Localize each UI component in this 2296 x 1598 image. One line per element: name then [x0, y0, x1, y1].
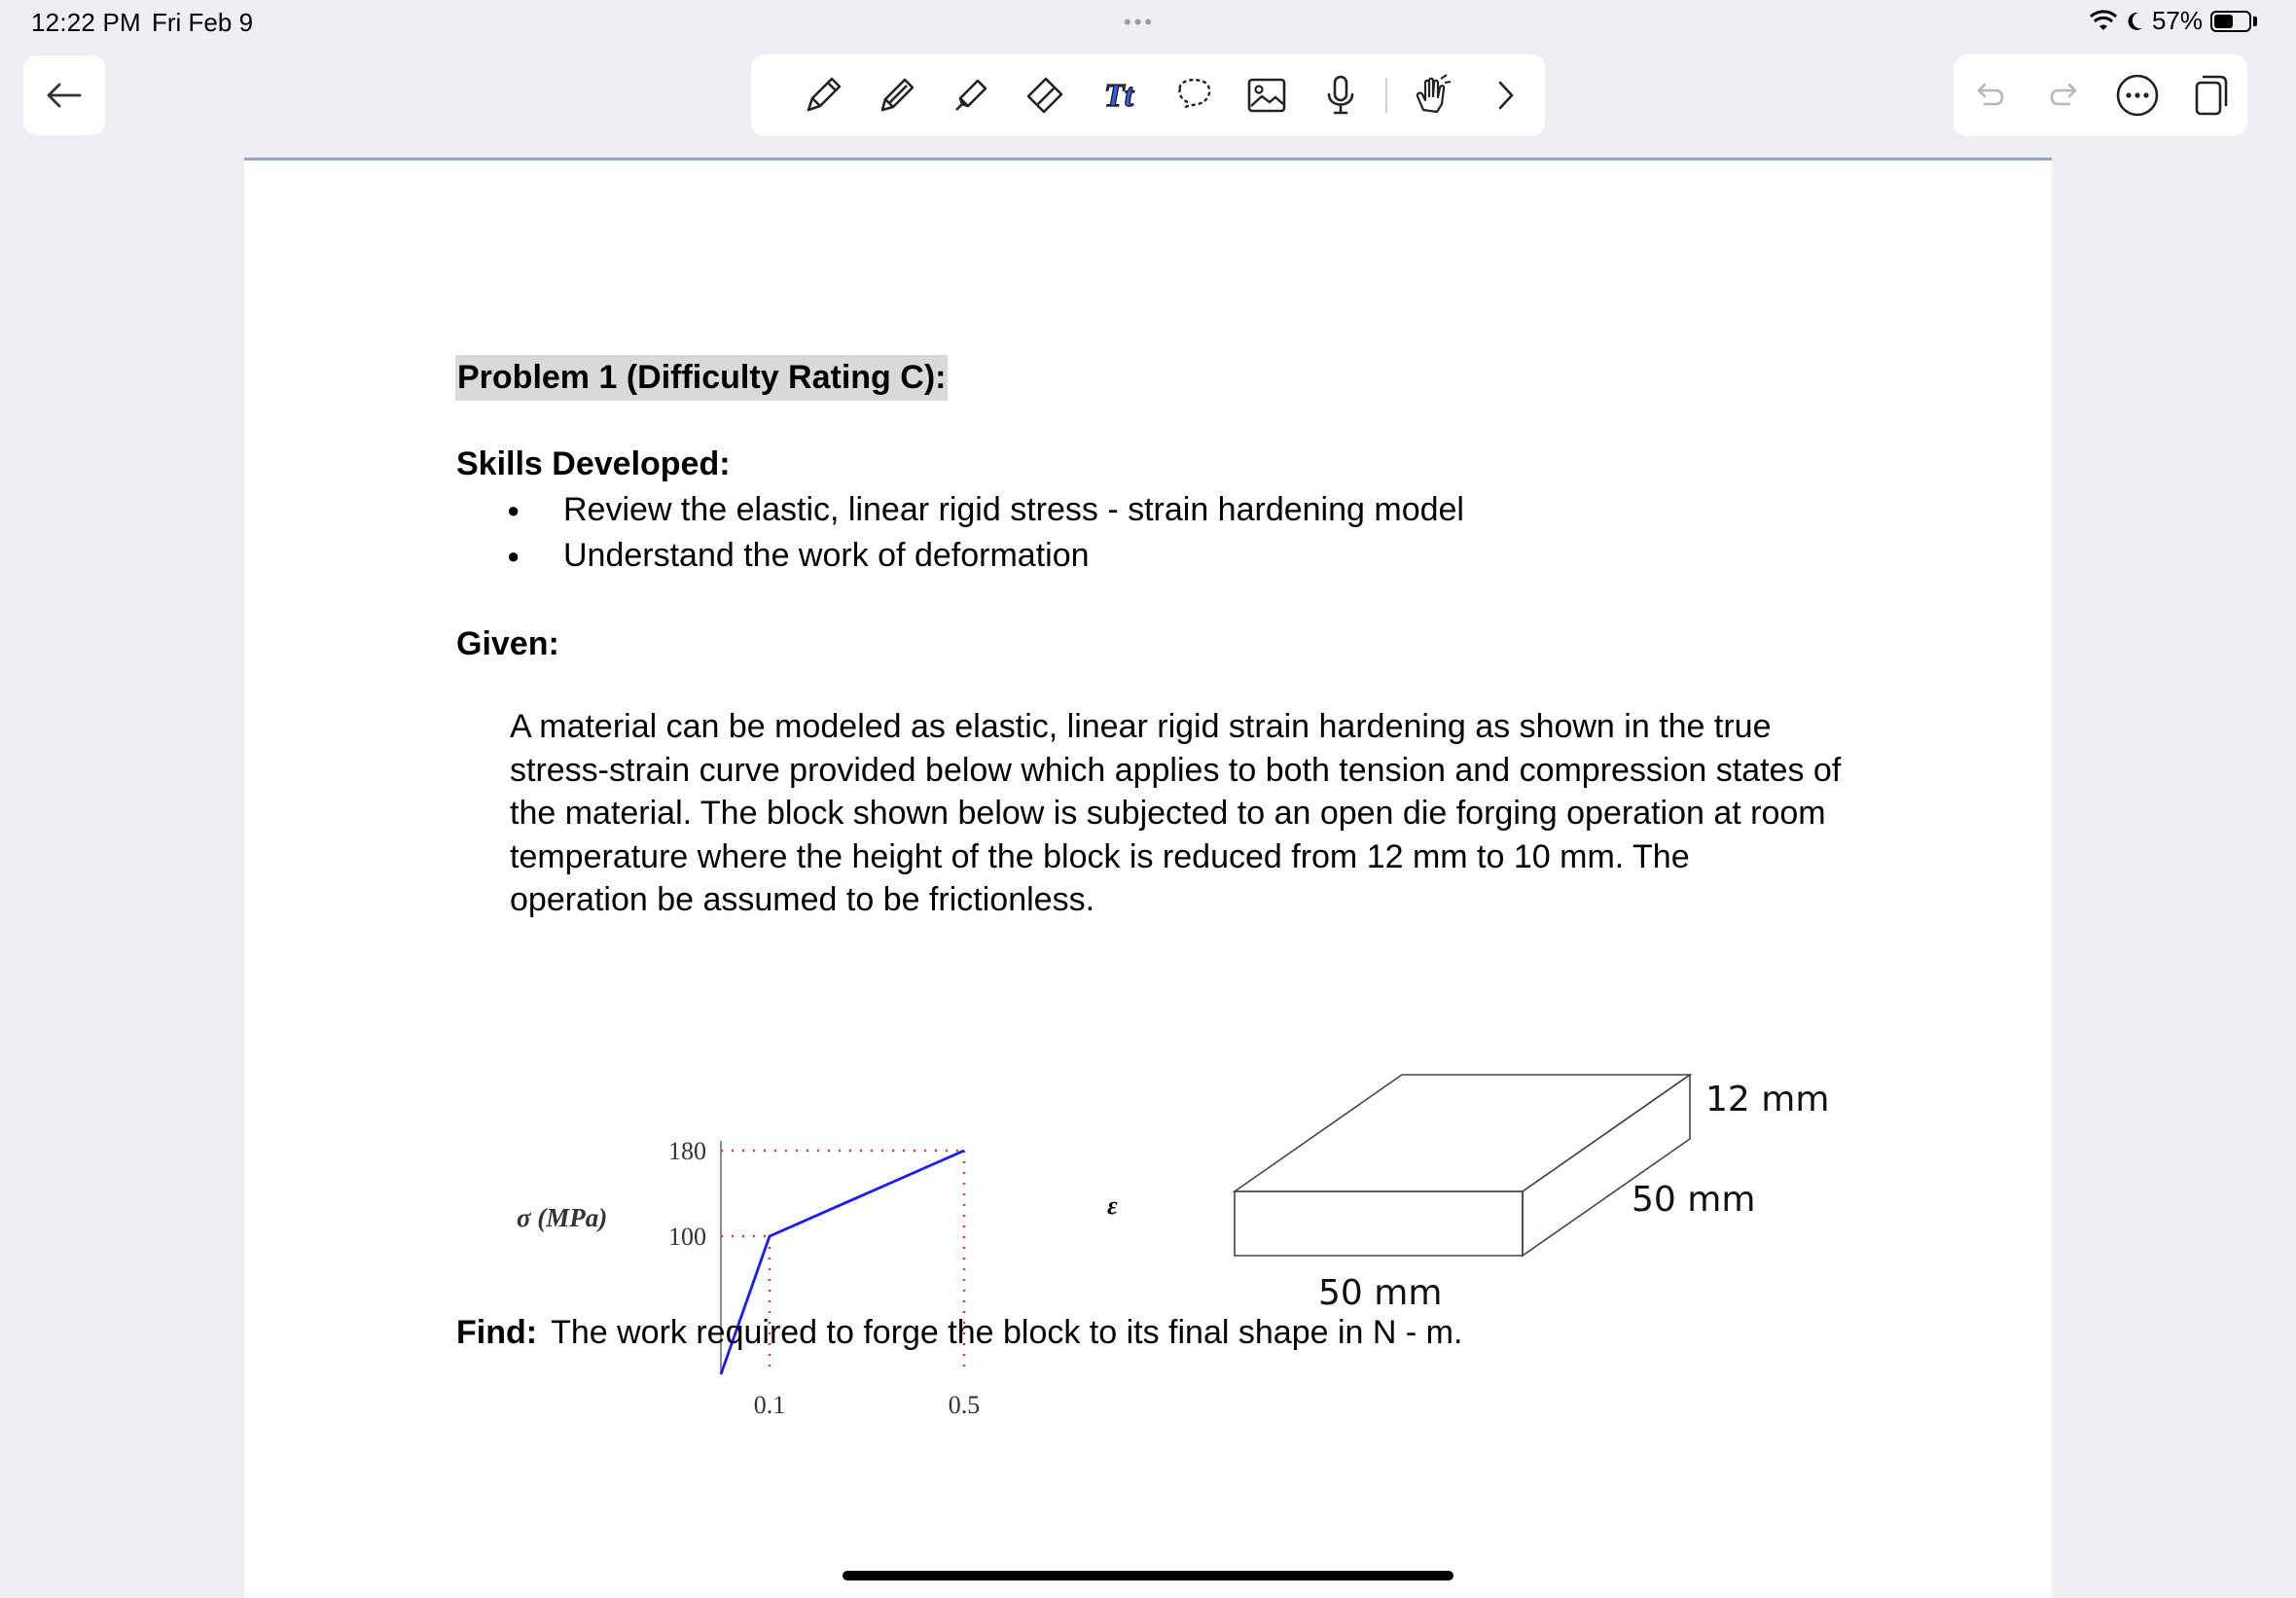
multitasking-dots[interactable]: ••• [1124, 10, 1156, 34]
wifi-icon [2090, 11, 2117, 32]
redo-icon [2044, 81, 2083, 110]
x-tick-label: 0.5 [948, 1391, 981, 1419]
given-paragraph [510, 705, 1891, 922]
block-side-face [1523, 1075, 1690, 1256]
more-icon [2115, 73, 2160, 118]
epsilon-label: ε [1107, 1191, 1118, 1220]
redo-button[interactable] [2036, 68, 2091, 123]
paragraph-line: temperature where the height of the block is reduced from 12 mm to 10 mm. The [510, 837, 1690, 875]
status-time: 12:22 PM [31, 8, 141, 37]
eraser-icon [1021, 71, 1069, 120]
pages-button[interactable] [2183, 68, 2238, 123]
paragraph-line: the material. The block shown below is subjected to an open die forging operation at room [510, 795, 1826, 832]
y-axis-label: σ (MPa) [517, 1203, 608, 1232]
arrow-left-icon [45, 81, 84, 110]
highlighter-tool[interactable] [934, 54, 1008, 136]
hand-gesture-icon [1408, 71, 1456, 120]
paragraph-line: A material can be modeled as elastic, linear rigid strain hardening as shown in the true [510, 708, 1772, 745]
battery-icon [2210, 11, 2251, 32]
text-tool[interactable] [1082, 54, 1156, 136]
problem-title: Problem 1 (Difficulty Rating C): [455, 355, 948, 401]
status-date: Fri Feb 9 [152, 8, 254, 37]
y-tick-label: 100 [668, 1223, 706, 1251]
height-label: 12 mm [1705, 1080, 1830, 1119]
chevron-right-icon [1482, 71, 1530, 120]
x-tick-label: 0.1 [753, 1391, 786, 1419]
image-tool[interactable] [1230, 54, 1304, 136]
lasso-tool[interactable] [1156, 54, 1230, 136]
undo-button[interactable] [1963, 68, 2018, 123]
pen-icon [799, 71, 847, 120]
text-tool-icon [1094, 71, 1143, 120]
block-diagram [1217, 1016, 1830, 1425]
highlighter-icon [947, 71, 995, 120]
eraser-tool[interactable] [1008, 54, 1082, 136]
y-tick-label: 180 [668, 1137, 706, 1165]
home-indicator[interactable] [843, 1571, 1453, 1580]
document-actions [1954, 54, 2247, 136]
skills-heading: Skills Developed: [456, 445, 731, 482]
microphone-icon [1316, 71, 1365, 120]
drawing-toolbar [751, 54, 1545, 136]
pencil-icon [873, 71, 921, 120]
given-heading: Given: [456, 625, 559, 662]
document-page[interactable] [244, 158, 2052, 1598]
skills-list [507, 487, 1464, 579]
gesture-tool[interactable] [1395, 54, 1469, 136]
svg-text:Tt: Tt [1103, 78, 1134, 114]
toolbar-more-button[interactable] [1469, 54, 1543, 136]
toolbar-separator [1385, 78, 1387, 113]
depth-label: 50 mm [1632, 1180, 1756, 1220]
undo-icon [1971, 81, 2010, 110]
width-label: 50 mm [1318, 1273, 1443, 1313]
paragraph-line: stress-strain curve provided below which applies to both tension and compression states of [510, 751, 1842, 789]
status-indicators [2090, 6, 2257, 36]
battery-percent: 57% [2151, 6, 2203, 35]
stress-strain-chart [507, 956, 1091, 1423]
pencil-tool[interactable] [860, 54, 934, 136]
find-text: The work required to forge the block to its final shape in N - m. [551, 1314, 1463, 1351]
microphone-tool[interactable] [1304, 54, 1378, 136]
lasso-icon [1168, 71, 1217, 120]
back-button[interactable] [23, 55, 105, 135]
list-item: ● Review the elastic, linear rigid stress - strain hardening model [507, 487, 1464, 533]
pages-icon [2191, 73, 2230, 118]
battery-nub [2253, 17, 2257, 26]
block-front-face [1235, 1191, 1523, 1256]
find-statement [456, 1314, 1462, 1352]
block-top-face [1235, 1075, 1690, 1191]
find-label: Find: [456, 1314, 538, 1351]
image-icon [1242, 71, 1291, 120]
more-button[interactable] [2110, 68, 2165, 123]
pen-tool[interactable] [786, 54, 860, 136]
list-item: ● Understand the work of deformation [507, 533, 1464, 579]
moon-icon [2125, 11, 2144, 32]
paragraph-line: operation be assumed to be frictionless. [510, 881, 1095, 918]
